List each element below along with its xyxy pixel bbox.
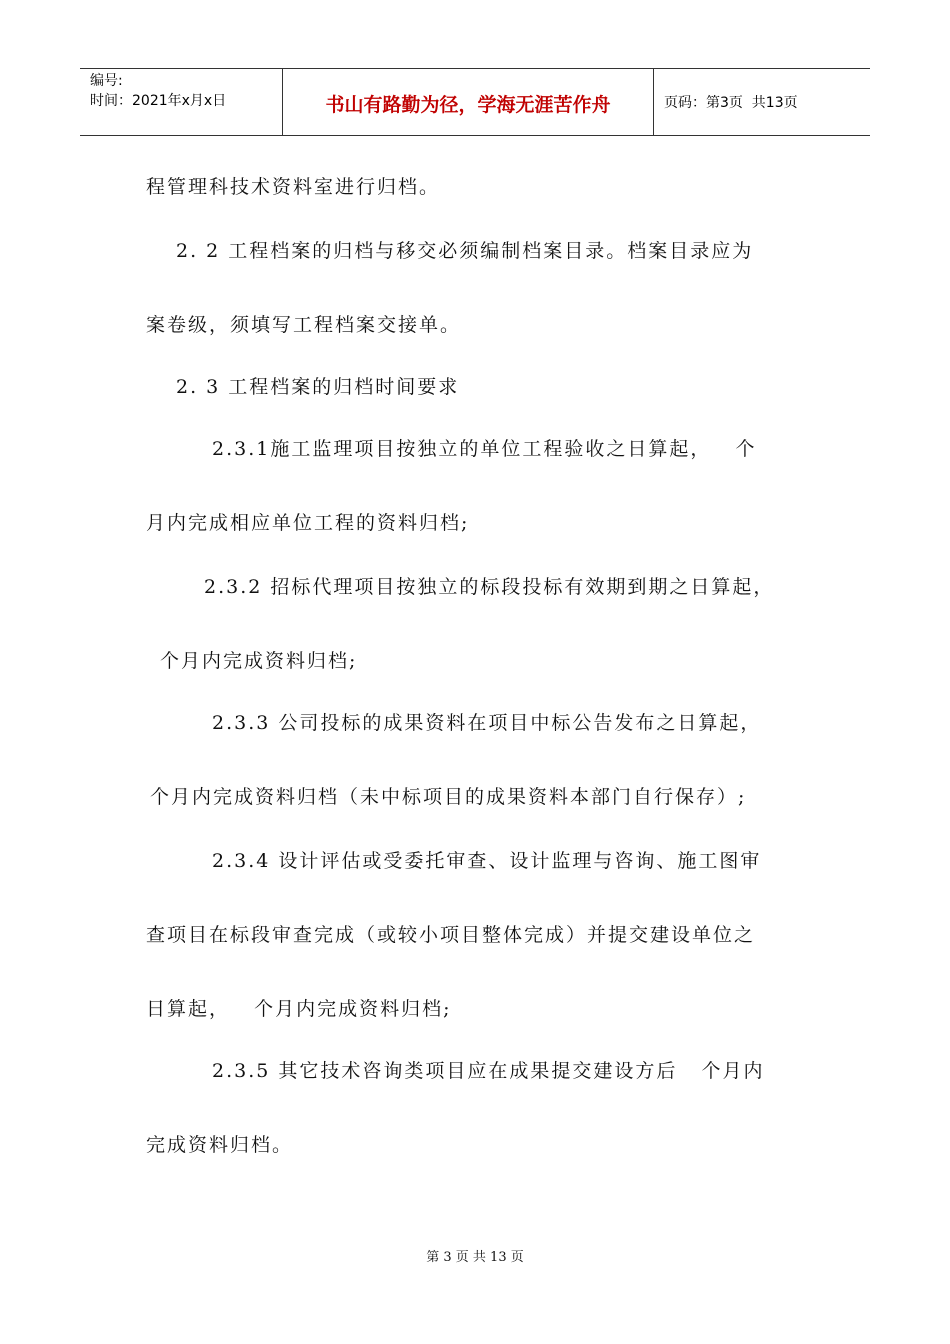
number-label: 编号: <box>90 73 123 89</box>
body-line: 查项目在标段审查完成（或较小项目整体完成）并提交建设单位之 <box>146 924 756 946</box>
header-motto: 书山有路勤为径，学海无涯苦作舟 <box>282 69 654 135</box>
body-line: 个月内完成资料归档; <box>160 650 358 672</box>
body-line: 2.3.1施工监理项目按独立的单位工程验收之日算起， 个 <box>212 438 757 460</box>
body-line: 2. 3 工程档案的归档时间要求 <box>176 376 460 398</box>
body-line: 2.3.4 设计评估或受委托审查、设计监理与咨询、施工图审 <box>212 850 762 872</box>
body-line: 完成资料归档。 <box>146 1134 294 1156</box>
body-line: 月内完成相应单位工程的资料归档; <box>146 512 470 534</box>
body-line: 日算起， 个月内完成资料归档; <box>146 998 452 1020</box>
header-page-info: 页码：第3页 共13页 <box>664 95 798 111</box>
body-line: 程管理科技术资料室进行归档。 <box>146 176 441 198</box>
body-line: 个月内完成资料归档（未中标项目的成果资料本部门自行保存）; <box>150 786 747 808</box>
body-line: 2.3.3 公司投标的成果资料在项目中标公告发布之日算起， <box>212 712 762 734</box>
body-line: 2.3.2 招标代理项目按独立的标段投标有效期到期之日算起， <box>204 576 775 598</box>
page-footer: 第 3 页 共 13 页 <box>426 1250 524 1265</box>
body-line: 2. 2 工程档案的归档与移交必须编制档案目录。档案目录应为 <box>176 240 754 262</box>
body-line: 2.3.5 其它技术咨询类项目应在成果提交建设方后 个月内 <box>212 1060 765 1082</box>
time-label: 时间：2021年x月x日 <box>90 93 227 109</box>
body-line: 案卷级，须填写工程档案交接单。 <box>146 314 462 336</box>
document-header <box>80 68 870 136</box>
header-meta <box>80 69 282 135</box>
